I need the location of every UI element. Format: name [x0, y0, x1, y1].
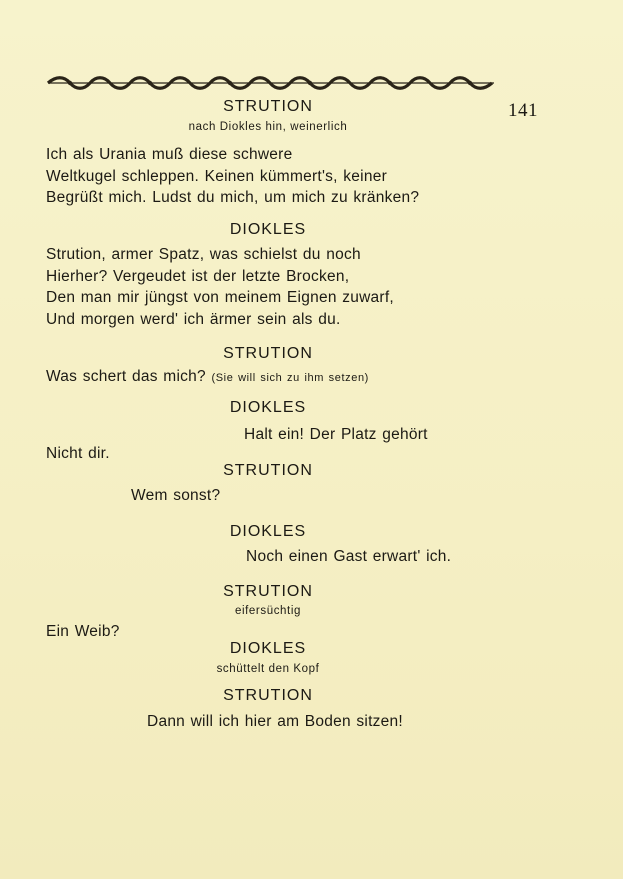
verse-line: Begrüßt mich. Ludst du mich, um mich zu kränken? [46, 189, 420, 206]
speaker-name: STRUTION [223, 345, 313, 362]
inline-stage-direction: (Sie will sich zu ihm setzen) [211, 372, 369, 384]
verse-line: Ein Weib? [46, 623, 120, 640]
speaker-name: STRUTION [223, 98, 313, 115]
decorative-border-ornament [46, 74, 496, 92]
speaker-name: STRUTION [223, 462, 313, 479]
verse-line: Noch einen Gast erwart' ich. [246, 548, 452, 565]
verse-line: Strution, armer Spatz, was schielst du noch [46, 246, 361, 263]
verse-line: Halt ein! Der Platz gehört [244, 426, 428, 443]
stage-direction: nach Diokles hin, weinerlich [188, 121, 348, 133]
verse-line: Ich als Urania muß diese schwere [46, 146, 293, 163]
stage-direction: schüttelt den Kopf [216, 663, 320, 675]
speaker-name: DIOKLES [229, 399, 307, 416]
verse-line: Wem sonst? [131, 487, 221, 504]
speaker-name: STRUTION [223, 583, 313, 600]
page-number: 141 [508, 100, 538, 121]
verse-line: Nicht dir. [46, 445, 110, 462]
verse-text: Was schert das mich? [46, 368, 206, 385]
speaker-name: DIOKLES [229, 523, 307, 540]
stage-direction: eifersüchtig [234, 605, 301, 617]
verse-line: Und morgen werd' ich ärmer sein als du. [46, 311, 341, 328]
speaker-name: DIOKLES [229, 221, 307, 238]
verse-line: Dann will ich hier am Boden sitzen! [147, 713, 403, 730]
speaker-name: STRUTION [223, 687, 313, 704]
verse-line [46, 368, 369, 386]
verse-line: Weltkugel schleppen. Keinen kümmert's, keiner [46, 168, 387, 185]
verse-line: Den man mir jüngst von meinem Eignen zuwarf, [46, 289, 394, 306]
speaker-name: DIOKLES [229, 640, 307, 657]
verse-line: Hierher? Vergeudet ist der letzte Brocken, [46, 268, 350, 285]
